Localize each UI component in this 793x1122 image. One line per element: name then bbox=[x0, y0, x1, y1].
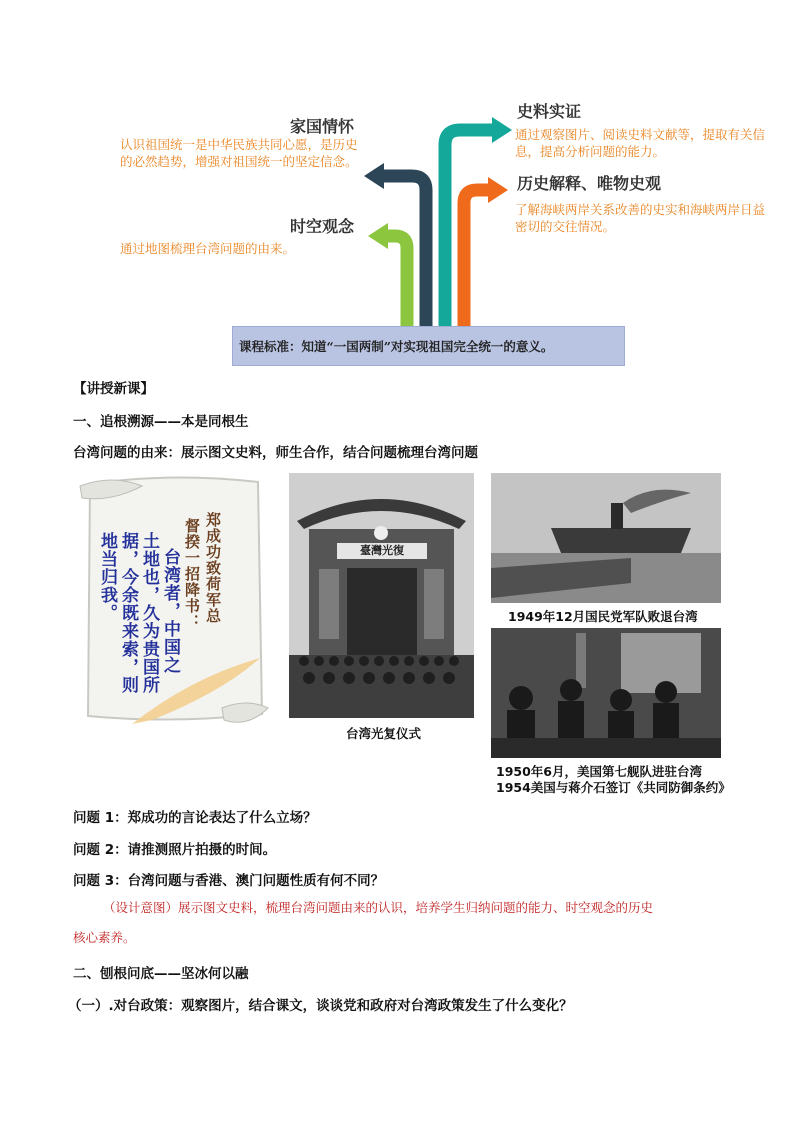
curriculum-standard-text: 课程标准：知道“一国两制”对实现祖国完全统一的意义。 bbox=[239, 339, 554, 354]
text-family-country: 认识祖国统一是中华民族共同心愿，是历史的必然趋势，增强对祖国统一的坚定信念。 bbox=[120, 137, 358, 169]
subsection1-text: （一）.对台政策：观察图片，结合课文，谈谈党和政府对台湾政策发生了什么变化？ bbox=[68, 998, 573, 1014]
text-interpretation: 了解海峡两岸关系改善的史实和海峡两岸日益密切的交往情况。 bbox=[515, 202, 766, 234]
treaty-photo-graphic bbox=[491, 628, 721, 758]
caption-treaty-line2: 1954美国与蒋介石签订《共同防御条约》 bbox=[496, 780, 731, 795]
text-space-time: 通过地图梳理台湾问题的由来。 bbox=[120, 241, 296, 256]
ceremony-photo-graphic bbox=[289, 473, 474, 718]
scroll-col-2: 督揆一招降书： bbox=[183, 518, 201, 630]
question-3: 问题 3：台湾问题与香港、澳门问题性质有何不同？ bbox=[73, 873, 385, 889]
section-label: 【讲授新课】 bbox=[73, 381, 154, 397]
retreat-photo bbox=[491, 473, 721, 603]
question-2: 问题 2：请推测照片拍摄的时间。 bbox=[73, 842, 277, 858]
treaty-photo bbox=[491, 628, 721, 758]
gate-plaque-text: 臺灣光復 bbox=[360, 544, 404, 557]
arrow-space-time bbox=[384, 236, 407, 328]
design-intent-line2: 核心素养。 bbox=[73, 930, 136, 945]
heading-evidence: 史料实证 bbox=[517, 102, 582, 121]
arrow-interpretation-head bbox=[488, 177, 508, 203]
heading-interpretation: 历史解释、唯物史观 bbox=[517, 174, 662, 193]
ceremony-photo bbox=[289, 473, 474, 718]
caption-retreat: 1949年12月国民党军队败退台湾 bbox=[508, 609, 698, 624]
section2-title: 二、刨根问底——坚冰何以融 bbox=[73, 966, 249, 982]
heading-space-time: 时空观念 bbox=[290, 217, 355, 236]
intro-text: 台湾问题的由来：展示图文史料，师生合作，结合问题梳理台湾问题 bbox=[73, 445, 478, 461]
arrow-interpretation bbox=[464, 190, 492, 328]
caption-treaty-line1: 1950年6月，美国第七舰队进驻台湾 bbox=[496, 764, 702, 779]
curriculum-standard-bar bbox=[232, 326, 625, 366]
section1-title: 一、追根溯源——本是同根生 bbox=[73, 414, 249, 430]
scroll-col-4: 土地也，久为贵国所 bbox=[139, 532, 159, 694]
retreat-photo-graphic bbox=[491, 473, 721, 603]
scroll-col-6: 地当归我。 bbox=[97, 532, 117, 622]
scroll-col-1: 郑成功致荷军总 bbox=[204, 512, 222, 624]
scroll-col-3: 台湾者，中国之 bbox=[160, 548, 180, 674]
arrow-family-country-head bbox=[364, 163, 384, 189]
arrows-graphic bbox=[0, 0, 793, 330]
arrow-evidence-head bbox=[492, 117, 512, 143]
question-1: 问题 1：郑成功的言论表达了什么立场？ bbox=[73, 810, 317, 826]
caption-ceremony: 台湾光复仪式 bbox=[346, 726, 422, 741]
design-intent-line1: （设计意图）展示图文史料，梳理台湾问题由来的认识，培养学生归纳问题的能力、时空观念的历史 bbox=[103, 900, 654, 915]
heading-family-country: 家国情怀 bbox=[290, 117, 355, 136]
arrow-space-time-head bbox=[368, 223, 388, 249]
text-evidence: 通过观察图片、阅读史料文献等，提取有关信息，提高分析问题的能力。 bbox=[515, 127, 766, 159]
scroll-col-5: 据，今余既来索，则 bbox=[118, 532, 138, 694]
